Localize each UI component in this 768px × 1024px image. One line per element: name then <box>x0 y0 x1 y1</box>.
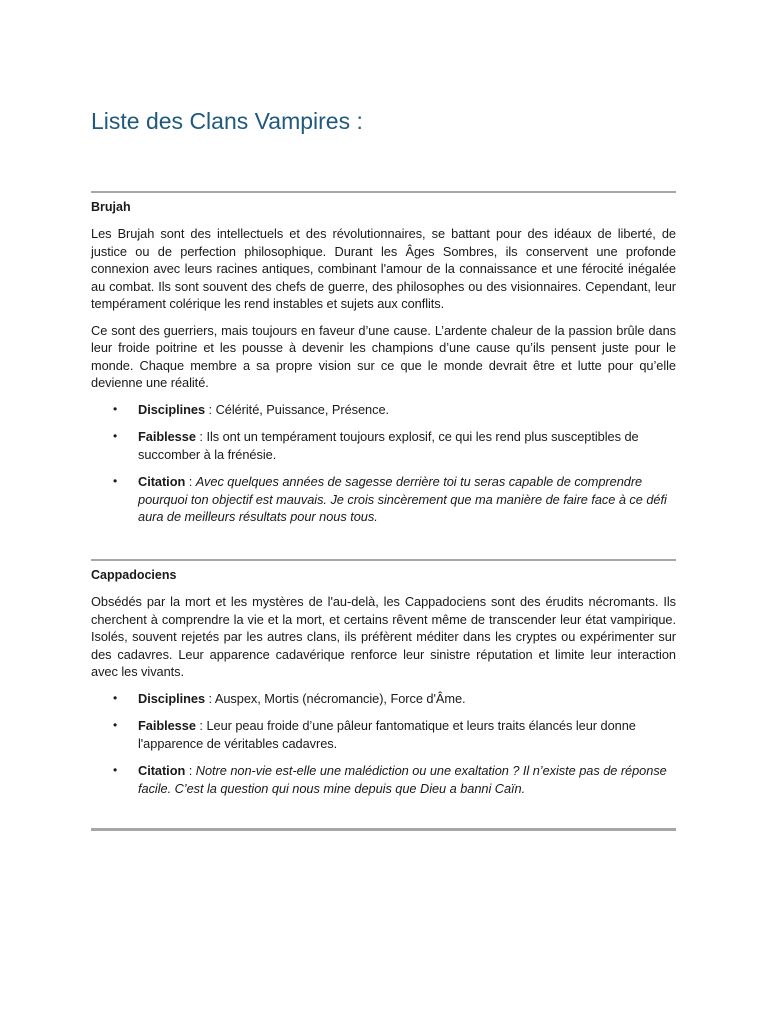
clan-paragraph: Les Brujah sont des intellectuels et des révolutionnaires, se battant pour des idéaux de liberté, de justice ou de perfection philosophique. Durant les Âges Sombres, ils conservent une profonde connexion avec leurs racines antiques, combinant l'amour de la connaissance et une férocité inégalée au combat. Ils sont souvent des chefs de guerre, des philosophes ou des visionnaires. Cependant, leur tempérament colérique les rend instables et sujets aux conflits. <box>91 226 676 311</box>
quote-label: Citation <box>138 763 186 778</box>
clan-title: Cappadociens <box>91 568 177 582</box>
clan-details-list <box>91 401 676 526</box>
clan-paragraph: Ce sont des guerriers, mais toujours en faveur d’une cause. L’ardente chaleur de la passion brûle dans leur froide poitrine et les pousse à devenir les champions d’une cause qu’ils pensent juste pour le monde. Chaque membre a sa propre vision sur ce que le monde devrait être et lutte pour qu’elle devienne une réalité. <box>91 322 676 390</box>
quote-value: Avec quelques années de sagesse derrière toi tu seras capable de comprendre pourquoi ton objectif est mauvais. Je crois sincèrement que ma manière de faire face à ce défi aura de meilleurs résultats pour nous tous. <box>138 474 667 524</box>
weakness-value: Leur peau froide d’une pâleur fantomatique et leurs traits élancés leur donne l'apparence de véritables cadavres. <box>138 718 636 751</box>
list-item-disciplines <box>91 690 676 708</box>
bullet-icon: • <box>113 474 118 488</box>
bullet-icon: • <box>113 718 118 732</box>
page-title: Liste des Clans Vampires : <box>91 108 363 134</box>
bullet-icon: • <box>113 690 118 705</box>
clan-title: Brujah <box>91 200 131 214</box>
separator: : <box>188 763 193 778</box>
bullet-icon: • <box>113 429 118 443</box>
list-item-weakness <box>91 428 676 463</box>
bullet-icon: • <box>113 401 118 416</box>
divider <box>91 559 676 561</box>
weakness-label: Faiblesse <box>138 718 196 733</box>
quote-value: Notre non-vie est-elle une malédiction ou une exaltation ? Il n’existe pas de réponse facile. C’est la question qui nous mine depuis que Dieu a banni Caïn. <box>138 763 667 796</box>
weakness-value: Ils ont un tempérament toujours explosif, ce qui les rend plus susceptibles de succomber à la frénésie. <box>138 429 639 462</box>
clan-details-list <box>91 690 676 798</box>
quote-label: Citation <box>138 474 186 489</box>
list-item-weakness <box>91 717 676 752</box>
separator: : <box>188 474 193 489</box>
separator: : <box>208 401 213 417</box>
disciplines-value: Auspex, Mortis (nécromancie), Force d'Âme. <box>214 690 466 706</box>
separator: : <box>199 429 203 444</box>
clan-section-brujah <box>91 199 676 536</box>
clan-section-cappadociens <box>91 567 676 807</box>
list-item-disciplines <box>91 401 676 419</box>
disciplines-value: Célérité, Puissance, Présence. <box>215 401 390 417</box>
divider <box>91 828 676 831</box>
clan-paragraph: Obsédés par la mort et les mystères de l'au-delà, les Cappadociens sont des érudits nécromants. Ils cherchent à comprendre la vie et la mort, et certains rêvent même de transcender leur état vampirique. Isolés, souvent rejetés par les autres clans, ils préfèrent méditer dans les cryptes ou expérimenter sur des cadavres. Leur apparence cadavérique renforce leur sinistre réputation et limite leur interaction avec les vivants. <box>91 594 676 679</box>
disciplines-label: Disciplines <box>138 690 206 706</box>
separator: : <box>199 718 203 733</box>
bullet-icon: • <box>113 763 118 777</box>
weakness-label: Faiblesse <box>138 429 196 444</box>
separator: : <box>208 690 213 706</box>
divider <box>91 191 676 193</box>
list-item-quote <box>91 762 676 797</box>
disciplines-label: Disciplines <box>138 401 206 417</box>
list-item-quote <box>91 473 676 526</box>
